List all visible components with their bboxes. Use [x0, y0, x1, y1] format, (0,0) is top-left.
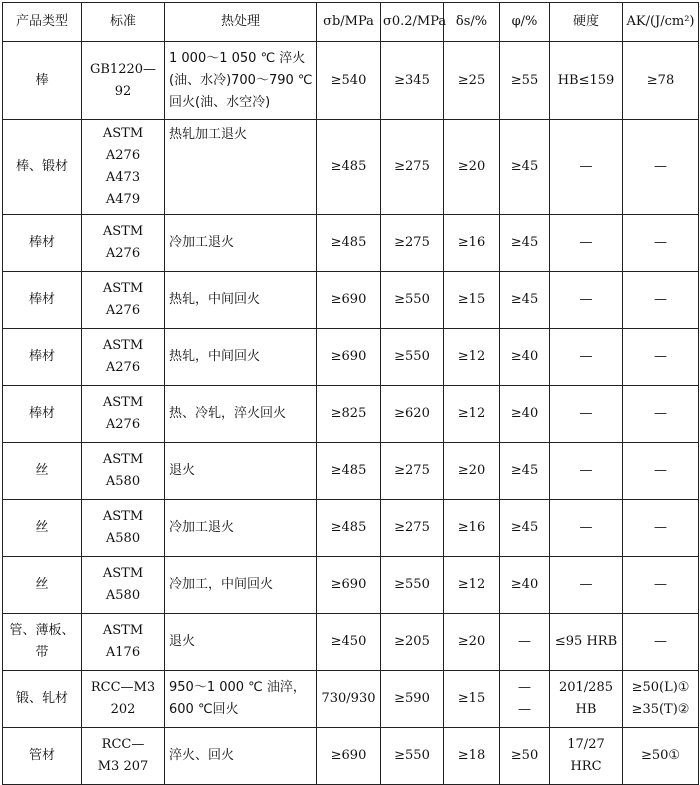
col-ds: δs/%: [444, 3, 500, 42]
table-row: [3, 728, 699, 785]
cell-type: 棒材: [3, 272, 82, 329]
ak-line: —: [654, 520, 667, 535]
cell-sb: ≥690: [317, 329, 381, 386]
cell-heat: [165, 671, 317, 728]
heat-line: 600 ℃回火: [169, 702, 239, 717]
cell-s02: ≥275: [381, 120, 444, 215]
cell-s02: ≥275: [381, 215, 444, 272]
cell-hardness: —: [550, 329, 623, 386]
standard-line: ASTM: [102, 623, 144, 638]
cell-s02: ≥345: [381, 42, 444, 120]
table-row: [3, 272, 699, 329]
cell-sb: ≥485: [317, 500, 381, 557]
cell-phi: ≥50: [500, 728, 550, 785]
cell-phi: ≥40: [500, 329, 550, 386]
cell-sb: ≥690: [317, 557, 381, 614]
cell-ds: ≥12: [444, 557, 500, 614]
heat-line: 退火: [169, 634, 196, 649]
standard-line: ASTM: [102, 395, 144, 410]
cell-ak: [623, 614, 699, 671]
cell-ds: ≥15: [444, 671, 500, 728]
cell-type: 棒材: [3, 386, 82, 443]
cell-s02: ≥550: [381, 557, 444, 614]
standard-line: A580: [105, 531, 141, 546]
cell-s02: ≥620: [381, 386, 444, 443]
cell-heat: [165, 500, 317, 557]
cell-type: 丝: [3, 500, 82, 557]
cell-heat: [165, 443, 317, 500]
cell-type: 丝: [3, 557, 82, 614]
table-row: [3, 671, 699, 728]
cell-type: 棒材: [3, 329, 82, 386]
standard-line: ASTM: [102, 126, 144, 141]
cell-ds: ≥18: [444, 728, 500, 785]
ak-line: —: [654, 235, 667, 250]
cell-ak: [623, 557, 699, 614]
cell-phi: ≥45: [500, 500, 550, 557]
cell-ak: [623, 329, 699, 386]
cell-s02: ≥590: [381, 671, 444, 728]
cell-s02: ≥205: [381, 614, 444, 671]
cell-ds: ≥12: [444, 386, 500, 443]
cell-sb: 730/930: [317, 671, 381, 728]
heat-line: 热轧，中间回火: [169, 292, 261, 307]
ak-line: —: [654, 406, 667, 421]
cell-heat: [165, 614, 317, 671]
table-row: [3, 42, 699, 120]
cell-ak: [623, 272, 699, 329]
standard-line: ASTM: [102, 224, 144, 239]
col-s02: σ0.2/MPa: [381, 3, 444, 42]
heat-line: 950～1 000 ℃ 油淬，: [169, 680, 306, 695]
standard-line: ASTM: [102, 566, 144, 581]
cell-ak: [623, 728, 699, 785]
cell-type: 丝: [3, 443, 82, 500]
cell-s02: ≥275: [381, 443, 444, 500]
standard-line: ASTM: [102, 509, 144, 524]
ak-line: ≥35(T)②: [631, 702, 690, 717]
ak-line: ≥78: [646, 72, 675, 88]
cell-standard: [82, 671, 165, 728]
standard-line: A276: [105, 148, 141, 163]
cell-ak: [623, 42, 699, 120]
cell-hardness: HB≤159: [550, 42, 623, 120]
cell-ak: [623, 215, 699, 272]
cell-standard: [82, 443, 165, 500]
cell-standard: [82, 42, 165, 120]
cell-standard: [82, 386, 165, 443]
cell-standard: [82, 728, 165, 785]
properties-table: [2, 2, 699, 785]
cell-type: 棒: [3, 42, 82, 120]
cell-hardness: 201/285 HB: [550, 671, 623, 728]
standard-line: ASTM: [102, 338, 144, 353]
cell-heat: [165, 272, 317, 329]
heat-line: 冷加工退火: [169, 235, 235, 250]
standard-line: A276: [105, 246, 141, 261]
col-heat: 热处理: [165, 3, 317, 42]
cell-phi: —: [500, 614, 550, 671]
standard-line: A580: [105, 474, 141, 489]
ak-line: —: [654, 159, 667, 174]
cell-phi: ≥40: [500, 386, 550, 443]
cell-ds: ≥20: [444, 443, 500, 500]
standard-line: A176: [105, 645, 141, 660]
cell-hardness: —: [550, 443, 623, 500]
cell-hardness: —: [550, 500, 623, 557]
heat-line: 淬火、回火: [169, 748, 235, 763]
cell-phi: ≥55: [500, 42, 550, 120]
standard-line: A276: [105, 417, 141, 432]
cell-s02: ≥550: [381, 272, 444, 329]
cell-phi: ≥40: [500, 557, 550, 614]
standard-line: ASTM: [102, 281, 144, 296]
cell-phi: ≥45: [500, 443, 550, 500]
cell-ak: [623, 443, 699, 500]
standard-line: A580: [105, 588, 141, 603]
cell-heat: [165, 557, 317, 614]
cell-sb: ≥450: [317, 614, 381, 671]
cell-ds: ≥20: [444, 614, 500, 671]
ak-line: —: [654, 292, 667, 307]
cell-standard: [82, 614, 165, 671]
cell-type: 管材: [3, 728, 82, 785]
cell-sb: ≥540: [317, 42, 381, 120]
cell-hardness: —: [550, 386, 623, 443]
heat-line: 退火: [169, 463, 196, 478]
ak-line: —: [654, 577, 667, 592]
ak-line: —: [654, 463, 667, 478]
cell-phi: ≥45: [500, 272, 550, 329]
col-type: 产品类型: [3, 3, 82, 42]
heat-line: (油、水冷)700～790 ℃: [169, 72, 313, 88]
cell-hardness: 17/27 HRC: [550, 728, 623, 785]
ak-line: —: [654, 634, 667, 649]
cell-phi: — —: [500, 671, 550, 728]
cell-ds: ≥12: [444, 329, 500, 386]
cell-hardness: —: [550, 215, 623, 272]
standard-line: A473: [105, 170, 141, 185]
standard-line: A479: [105, 192, 141, 207]
heat-line: 冷加工，中间回火: [169, 577, 274, 592]
cell-heat: [165, 728, 317, 785]
standard-line: RCC—: [101, 737, 145, 752]
cell-standard: [82, 500, 165, 557]
ak-line: ≥50①: [640, 748, 681, 763]
cell-standard: [82, 215, 165, 272]
ak-line: —: [654, 349, 667, 364]
cell-heat: [165, 42, 317, 120]
cell-sb: ≥485: [317, 215, 381, 272]
cell-ak: [623, 671, 699, 728]
cell-heat: [165, 329, 317, 386]
heat-line: 回火(油、水空冷): [169, 94, 271, 110]
cell-sb: ≥485: [317, 443, 381, 500]
table-row: [3, 557, 699, 614]
cell-ak: [623, 120, 699, 215]
cell-standard: [82, 557, 165, 614]
cell-ds: ≥16: [444, 500, 500, 557]
cell-ds: ≥25: [444, 42, 500, 120]
table-row: [3, 120, 699, 215]
cell-standard: [82, 120, 165, 215]
cell-ds: ≥16: [444, 215, 500, 272]
col-phi: φ/%: [500, 3, 550, 42]
cell-ak: [623, 500, 699, 557]
cell-s02: ≥550: [381, 728, 444, 785]
cell-type: 锻、轧材: [3, 671, 82, 728]
table-row: [3, 386, 699, 443]
table-row: [3, 500, 699, 557]
table-row: [3, 614, 699, 671]
cell-phi: ≥45: [500, 120, 550, 215]
col-standard: 标准: [82, 3, 165, 42]
cell-phi: ≥45: [500, 215, 550, 272]
standard-line: ASTM: [102, 452, 144, 467]
heat-line: 热、冷轧，淬火回火: [169, 406, 287, 421]
header-row: [3, 3, 699, 42]
cell-heat: [165, 215, 317, 272]
cell-type: 管、薄板、带: [3, 614, 82, 671]
cell-s02: ≥550: [381, 329, 444, 386]
table-row: [3, 443, 699, 500]
cell-sb: ≥690: [317, 728, 381, 785]
standard-line: M3 207: [97, 759, 149, 774]
col-ak: AK/(J/cm²): [623, 3, 699, 42]
cell-hardness: —: [550, 557, 623, 614]
cell-s02: ≥275: [381, 500, 444, 557]
heat-line: 热轧加工退火: [169, 127, 248, 142]
cell-heat: [165, 120, 317, 215]
cell-heat: [165, 386, 317, 443]
cell-standard: [82, 272, 165, 329]
standard-line: GB1220—92: [89, 61, 157, 99]
cell-ak: [623, 386, 699, 443]
ak-line: ≥50(L)①: [631, 680, 690, 695]
cell-ds: ≥20: [444, 120, 500, 215]
heat-line: 热轧，中间回火: [169, 349, 261, 364]
table-row: [3, 215, 699, 272]
cell-hardness: —: [550, 120, 623, 215]
cell-ds: ≥15: [444, 272, 500, 329]
cell-hardness: —: [550, 272, 623, 329]
cell-sb: ≥825: [317, 386, 381, 443]
heat-line: 1 000～1 050 ℃ 淬火: [169, 50, 306, 66]
col-sb: σb/MPa: [317, 3, 381, 42]
cell-type: 棒材: [3, 215, 82, 272]
standard-line: A276: [105, 303, 141, 318]
table-row: [3, 329, 699, 386]
standard-line: A276: [105, 360, 141, 375]
col-hardness: 硬度: [550, 3, 623, 42]
cell-standard: [82, 329, 165, 386]
cell-sb: ≥485: [317, 120, 381, 215]
cell-hardness: ≤95 HRB: [550, 614, 623, 671]
cell-type: 棒、锻材: [3, 120, 82, 215]
heat-line: 冷加工退火: [169, 520, 235, 535]
standard-line: RCC—M3 202: [90, 680, 156, 717]
cell-sb: ≥690: [317, 272, 381, 329]
